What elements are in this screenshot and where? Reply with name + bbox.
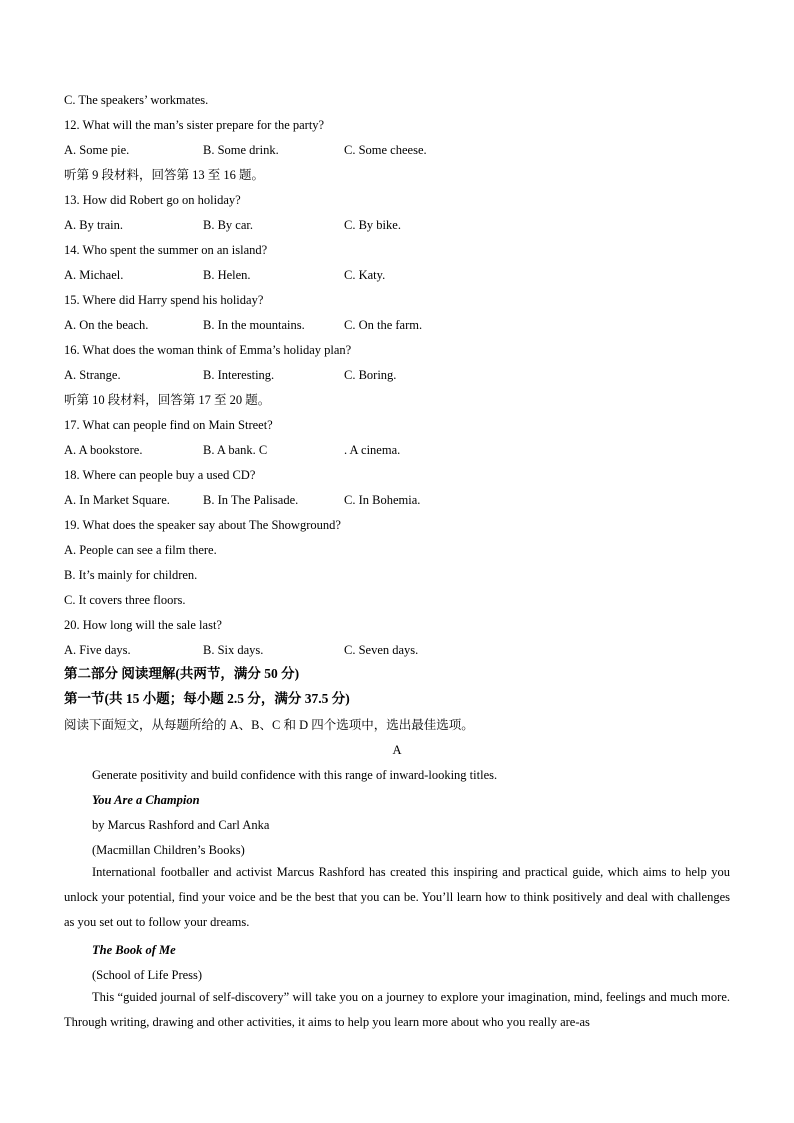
option-a: A. A bookstore. bbox=[64, 443, 143, 457]
option-b: B. Six days. bbox=[203, 643, 264, 657]
option-a: A. Five days. bbox=[64, 643, 131, 657]
question-18-stem: 18. Where can people buy a used CD? bbox=[64, 468, 256, 482]
option-c: . A cinema. bbox=[344, 443, 401, 457]
question-15-stem: 15. Where did Harry spend his holiday? bbox=[64, 293, 264, 307]
option-b: B. It’s mainly for children. bbox=[64, 568, 198, 582]
book-description: This “guided journal of self-discovery” will take you on a journey to explore your imagination, mind, feelings and much more. Through writing, drawing and other activities, it aims to help you learn more about who you really are-as bbox=[64, 990, 730, 1029]
section-instruction: 听第 9 段材料，回答第 13 至 16 题。 bbox=[64, 168, 265, 182]
option-b: B. In the mountains. bbox=[203, 318, 305, 332]
option-b: B. Interesting. bbox=[203, 368, 275, 382]
option-c: C. It covers three floors. bbox=[64, 593, 186, 607]
question-17-stem: 17. What can people find on Main Street? bbox=[64, 418, 273, 432]
option-b: B. By car. bbox=[203, 218, 253, 232]
section-instruction: 听第 10 段材料，回答第 17 至 20 题。 bbox=[64, 393, 271, 407]
option-a: A. Some pie. bbox=[64, 143, 130, 157]
option-a: A. On the beach. bbox=[64, 318, 149, 332]
book-publisher: (School of Life Press) bbox=[92, 968, 203, 982]
book-title: You Are a Champion bbox=[92, 793, 200, 807]
option-a: A. People can see a film there. bbox=[64, 543, 217, 557]
question-12-stem: 12. What will the man’s sister prepare for the party? bbox=[64, 118, 325, 132]
option-c: C. Some cheese. bbox=[344, 143, 427, 157]
book-author: by Marcus Rashford and Carl Anka bbox=[92, 818, 270, 832]
question-20-stem: 20. How long will the sale last? bbox=[64, 618, 222, 632]
option-c: C. On the farm. bbox=[344, 318, 423, 332]
option-a: A. Strange. bbox=[64, 368, 121, 382]
passage-label: A bbox=[392, 743, 402, 757]
section-title: 第一节(共 15 小题；每小题 2.5 分，满分 37.5 分) bbox=[64, 691, 350, 706]
book-publisher: (Macmillan Children’s Books) bbox=[92, 843, 245, 857]
option-c: C. Seven days. bbox=[344, 643, 419, 657]
question-19-stem: 19. What does the speaker say about The Showground? bbox=[64, 518, 341, 532]
option-a: A. By train. bbox=[64, 218, 124, 232]
question-14-stem: 14. Who spent the summer on an island? bbox=[64, 243, 268, 257]
passage-intro: Generate positivity and build confidence with this range of inward-looking titles. bbox=[92, 768, 498, 782]
option-c: C. Katy. bbox=[344, 268, 386, 282]
question-16-stem: 16. What does the woman think of Emma’s holiday plan? bbox=[64, 343, 352, 357]
book-description: International footballer and activist Marcus Rashford has created this inspiring and practical guide, which aims to help you unlock your potential, find your voice and be the best that you can be. You’ll learn how to think positively and deal with challenges as you set out to follow your dreams. bbox=[64, 865, 730, 929]
option-b: B. A bank. C bbox=[203, 443, 268, 457]
option-b: B. In The Palisade. bbox=[203, 493, 299, 507]
option-b: B. Some drink. bbox=[203, 143, 279, 157]
option-a: A. In Market Square. bbox=[64, 493, 170, 507]
option-c: C. In Bohemia. bbox=[344, 493, 421, 507]
part-title: 第二部分 阅读理解(共两节，满分 50 分) bbox=[64, 666, 300, 681]
option-c: C. By bike. bbox=[344, 218, 401, 232]
option-a: A. Michael. bbox=[64, 268, 124, 282]
option-c: C. Boring. bbox=[344, 368, 397, 382]
book-title: The Book of Me bbox=[92, 943, 176, 957]
option-line: C. The speakers’ workmates. bbox=[64, 93, 209, 107]
reading-instruction: 阅读下面短文，从每题所给的 A、B、C 和 D 四个选项中，选出最佳选项。 bbox=[64, 718, 474, 732]
question-13-stem: 13. How did Robert go on holiday? bbox=[64, 193, 241, 207]
option-b: B. Helen. bbox=[203, 268, 251, 282]
